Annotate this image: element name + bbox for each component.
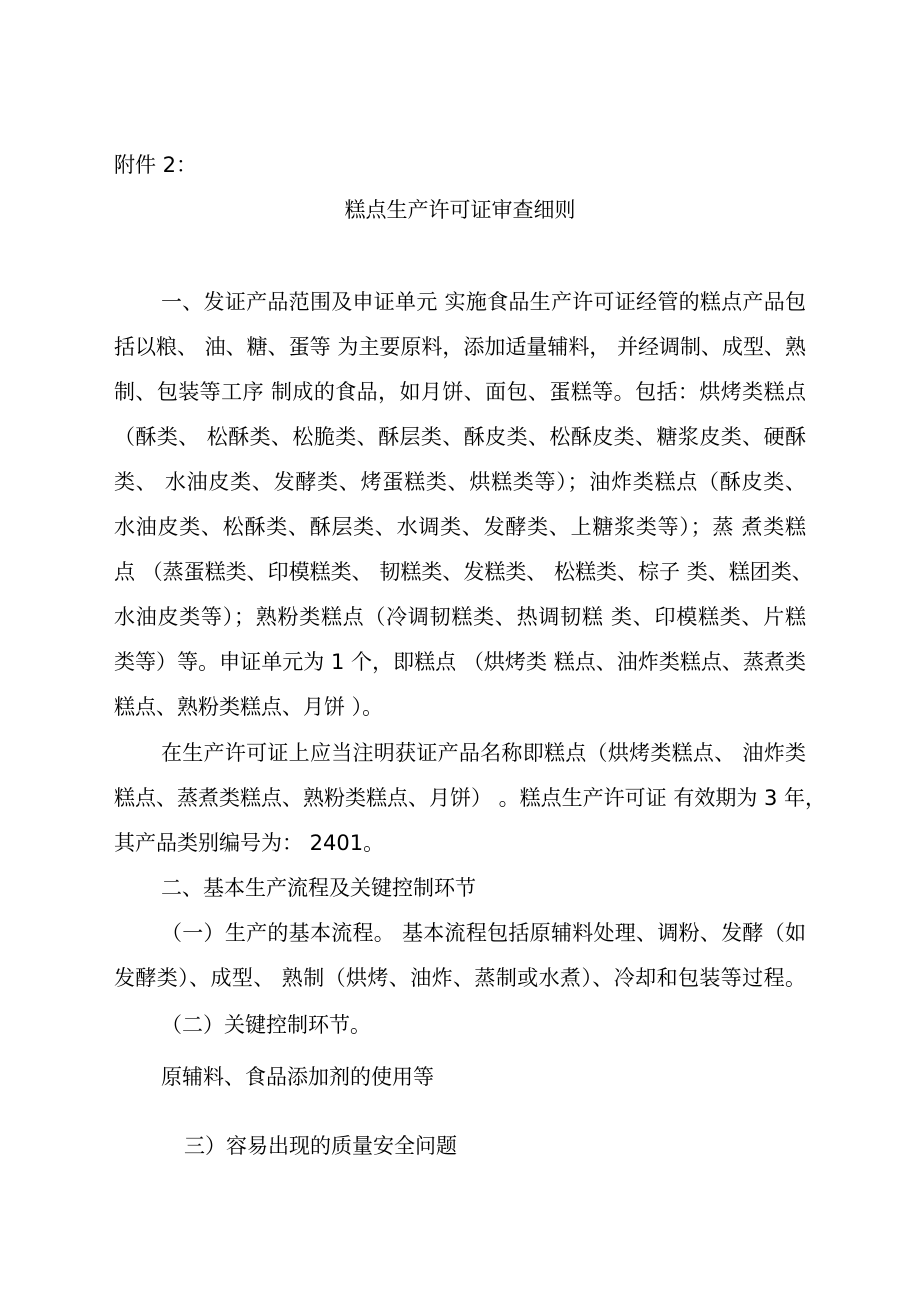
key-control-heading: （二）关键控制环节。	[161, 1013, 371, 1037]
permit-line-1: 在生产许可证上应当注明获证产品名称即糕点（烘烤类糕点、 油炸类	[161, 741, 806, 765]
section1-line-7: 点 （蒸蛋糕类、印模糕类、 韧糕类、发糕类、 松糕类、棕子 类、糕团类、	[114, 560, 813, 584]
section1-line-3: 制、包装等工序 制成的食品，如月饼、面包、蛋糕等。包括：烘烤类糕点	[114, 380, 806, 404]
section1-line-2: 括以粮、 油、糖、蛋等 为主要原料，添加适量辅料， 并经调制、成型、熟	[114, 335, 807, 359]
section1-line-5: 类、 水油皮类、发酵类、烤蛋糕类、烘糕类等）；油炸类糕点（酥皮类、	[114, 470, 806, 494]
section1-line-8: 水油皮类等）；熟粉类糕点（冷调韧糕类、热调韧糕 类、印模糕类、片糕	[114, 605, 806, 629]
document-title: 糕点生产许可证审查细则	[344, 198, 576, 222]
section1-line-9: 类等）等。申证单元为 1 个，即糕点 （烘烤类 糕点、油炸类糕点、蒸煮类	[114, 650, 806, 674]
basic-flow-line-2: 发酵类）、成型、 熟制（烘烤、油炸、蒸制或水煮）、冷却和包装等过程。	[114, 966, 806, 990]
key-control-detail: 原辅料、食品添加剂的使用等	[161, 1065, 434, 1089]
basic-flow-line-1: （一）生产的基本流程。 基本流程包括原辅料处理、调粉、发酵（如	[161, 921, 806, 945]
section2-heading: 二、基本生产流程及关键控制环节	[161, 876, 476, 900]
section1-line-4: （酥类、 松酥类、松脆类、酥层类、酥皮类、松酥皮类、糖浆皮类、硬酥	[114, 425, 806, 449]
permit-line-3: 其产品类别编号为： 2401。	[114, 831, 385, 855]
section1-line-1: 一、发证产品范围及申证单元 实施食品生产许可证经管的糕点产品包	[161, 290, 806, 314]
section1-line-6: 水油皮类、松酥类、酥层类、水调类、发酵类、上糖浆类等）；蒸 煮类糕	[114, 515, 806, 539]
quality-issues-heading: 三）容易出现的质量安全问题	[184, 1134, 457, 1158]
permit-line-2: 糕点、蒸煮类糕点、熟粉类糕点、月饼） 。糕点生产许可证 有效期为 3 年，	[114, 786, 827, 810]
section1-line-10: 糕点、熟粉类糕点、月饼 ）。	[114, 695, 384, 719]
attachment-label: 附件 2：	[114, 153, 198, 177]
